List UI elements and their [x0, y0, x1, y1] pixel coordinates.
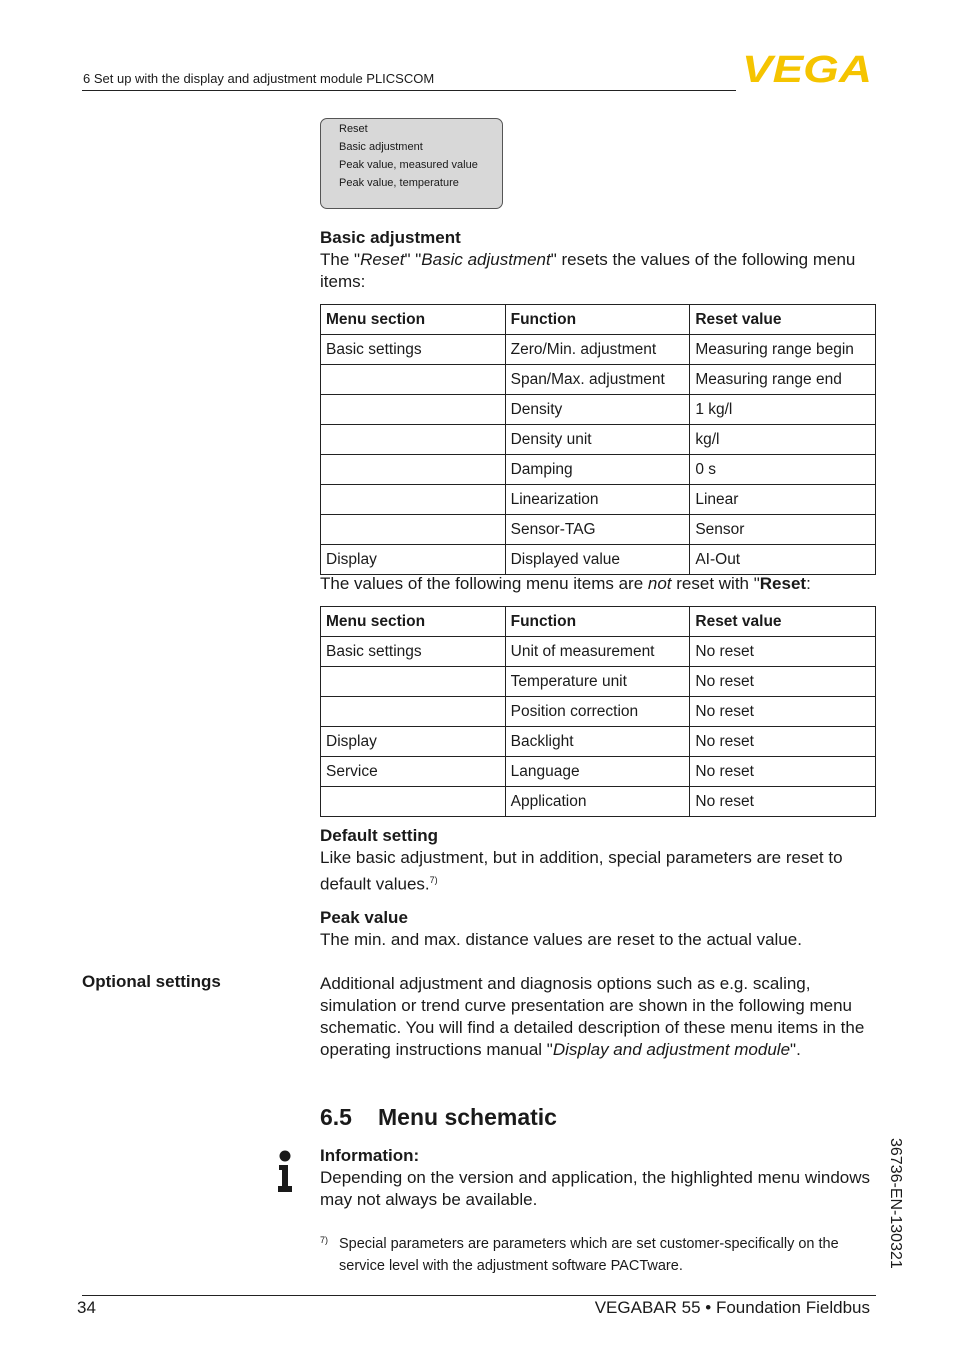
table-cell: Display — [321, 727, 506, 757]
basic-adjustment-block — [320, 227, 876, 293]
table-cell: Measuring range end — [690, 365, 876, 395]
table-row — [321, 455, 876, 485]
table-cell — [321, 395, 506, 425]
table-cell: Basic settings — [321, 637, 506, 667]
table-header-row — [321, 305, 876, 335]
no-reset-table — [320, 606, 876, 817]
table-header-cell: Menu section — [321, 305, 506, 335]
table-cell: Position correction — [505, 697, 690, 727]
logo-text: VEGA — [742, 52, 872, 84]
basic-adjustment-heading: Basic adjustment — [320, 228, 461, 247]
table-cell: Measuring range begin — [690, 335, 876, 365]
peak-value-text: The min. and max. distance values are reset to the actual value. — [320, 930, 802, 949]
table-cell: Application — [505, 787, 690, 817]
optional-settings-text: Additional adjustment and diagnosis options such as e.g. scaling, simulation or trend curve presentation are shown in the following menu schematic. You will find a detailed description of these menu items in the operating instructions manual "Display and adjustment module". — [320, 974, 865, 1059]
peak-value-block — [320, 907, 876, 951]
section-number: 6.5 — [320, 1104, 352, 1130]
menu-item-reset: Reset — [339, 123, 368, 135]
table-cell: Linearization — [505, 485, 690, 515]
default-setting-text: Like basic adjustment, but in addition, special parameters are reset to default values.$^{7)}$ — [320, 848, 843, 894]
reset-table — [320, 304, 876, 575]
table-cell: Displayed value — [505, 545, 690, 575]
table-cell: 0 s — [690, 455, 876, 485]
table-cell: No reset — [690, 667, 876, 697]
table-cell: Display — [321, 545, 506, 575]
table-cell — [321, 455, 506, 485]
section-title — [320, 1104, 557, 1131]
table-row — [321, 365, 876, 395]
table-cell — [321, 667, 506, 697]
table-cell: Sensor — [690, 515, 876, 545]
table-header-row — [321, 607, 876, 637]
table-cell: Service — [321, 757, 506, 787]
table-cell: Damping — [505, 455, 690, 485]
footer-product: VEGABAR 55 • Foundation Fieldbus — [594, 1298, 870, 1317]
information-block — [320, 1145, 876, 1211]
table-cell: kg/l — [690, 425, 876, 455]
table-row — [321, 545, 876, 575]
table-cell: No reset — [690, 727, 876, 757]
optional-settings-sidehead: Optional settings — [82, 972, 221, 991]
menu-item-peak-measured: Peak value, measured value — [339, 159, 478, 171]
table-row — [321, 515, 876, 545]
info-icon — [276, 1150, 294, 1192]
table-cell: Zero/Min. adjustment — [505, 335, 690, 365]
table-cell: Density — [505, 395, 690, 425]
table-header-cell: Reset value — [690, 607, 876, 637]
table-row — [321, 425, 876, 455]
footer-rule — [82, 1295, 876, 1296]
table-cell: 1 kg/l — [690, 395, 876, 425]
footnote — [320, 1233, 876, 1277]
table-header-cell: Menu section — [321, 607, 506, 637]
footnote-text: Special parameters are parameters which are set customer-specifically on the service level with the adjustment software PACTware. — [339, 1236, 839, 1274]
table-cell — [321, 697, 506, 727]
table-cell: Span/Max. adjustment — [505, 365, 690, 395]
table-row — [321, 395, 876, 425]
table-cell — [321, 365, 506, 395]
page-number: 34 — [77, 1298, 96, 1317]
menu-item-peak-temperature: Peak value, temperature — [339, 177, 459, 189]
not-reset-line: The values of the following menu items are not reset with "Reset: — [320, 574, 811, 593]
menu-item-basic-adjustment: Basic adjustment — [339, 141, 423, 153]
table-cell: No reset — [690, 637, 876, 667]
table-cell: No reset — [690, 697, 876, 727]
table-cell: Basic settings — [321, 335, 506, 365]
table-header-cell: Function — [505, 607, 690, 637]
table-header-cell: Reset value — [690, 305, 876, 335]
table-row — [321, 727, 876, 757]
table-cell: Language — [505, 757, 690, 787]
table-row — [321, 757, 876, 787]
table-cell: No reset — [690, 787, 876, 817]
vega-logo — [742, 52, 872, 84]
basic-adjustment-intro: The "Reset" "Basic adjustment" resets the values of the following menu items: — [320, 250, 856, 291]
table-cell — [321, 485, 506, 515]
document-code: 36736-EN-130321 — [887, 1138, 904, 1269]
default-setting-block — [320, 825, 876, 896]
table-cell: Density unit — [505, 425, 690, 455]
table-cell — [321, 425, 506, 455]
table-header-cell: Function — [505, 305, 690, 335]
table-cell: Unit of measurement — [505, 637, 690, 667]
footnote-ref: 7) — [429, 875, 438, 885]
running-header: 6 Set up with the display and adjustment module PLICSCOM — [83, 71, 435, 86]
footnote-mark: 7) — [320, 1235, 329, 1245]
display-menu-box — [320, 118, 503, 209]
table-cell: No reset — [690, 757, 876, 787]
default-setting-heading: Default setting — [320, 826, 439, 845]
header-rule — [82, 90, 736, 91]
information-heading: Information: — [320, 1146, 420, 1165]
information-text: Depending on the version and application, the highlighted menu windows may not always be available. — [320, 1168, 871, 1209]
table-cell: Temperature unit — [505, 667, 690, 697]
table-row — [321, 485, 876, 515]
table-row — [321, 637, 876, 667]
table-row — [321, 787, 876, 817]
table-row — [321, 697, 876, 727]
table-cell — [321, 515, 506, 545]
table-row — [321, 667, 876, 697]
table-cell: Backlight — [505, 727, 690, 757]
section-title-text: Menu schematic — [378, 1104, 557, 1130]
table-cell: Linear — [690, 485, 876, 515]
table-row — [321, 335, 876, 365]
table-cell: AI-Out — [690, 545, 876, 575]
peak-value-heading: Peak value — [320, 908, 408, 927]
table-cell — [321, 787, 506, 817]
table-cell: Sensor-TAG — [505, 515, 690, 545]
